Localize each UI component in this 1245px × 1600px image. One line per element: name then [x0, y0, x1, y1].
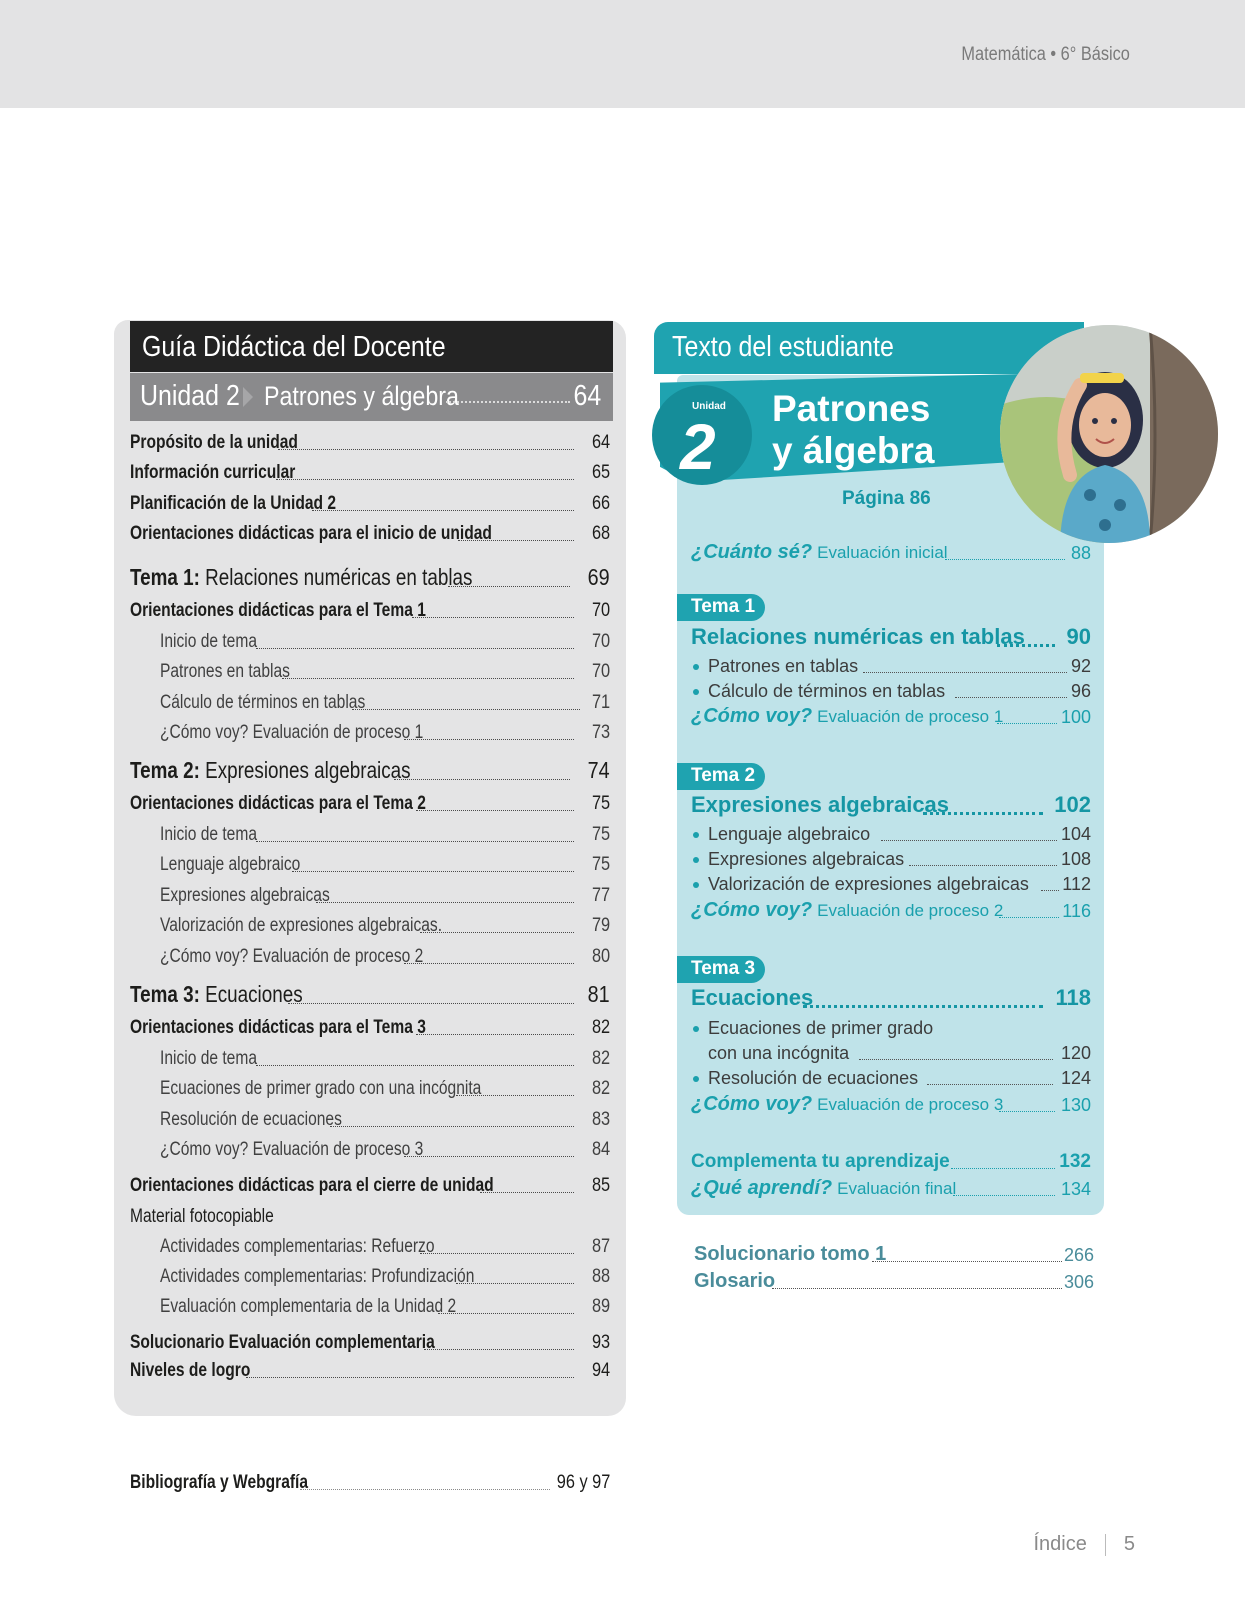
item-label: Valorización de expresiones algebraicas: [708, 874, 1029, 894]
footer-page-number: 5: [1123, 1533, 1135, 1555]
tema-title: Expresiones algebraicas: [691, 792, 950, 817]
toc-entry-page: 74: [587, 757, 610, 783]
page-footer: [1034, 1533, 1136, 1556]
toc-entry-page: 84: [591, 1139, 610, 1160]
tema1-tab[interactable]: [677, 594, 765, 621]
toc-entry-label: Valorización de expresiones algebraicas.: [160, 915, 443, 936]
toc-entry-page: 77: [591, 885, 610, 906]
tema2-evaluation[interactable]: [691, 897, 1091, 925]
toc-entry[interactable]: [130, 596, 610, 626]
toc-subentry[interactable]: [130, 1074, 610, 1104]
item-label: Patrones en tablas: [708, 656, 859, 676]
final-evaluation-entry[interactable]: [691, 1175, 1091, 1203]
tema2-tab[interactable]: [677, 763, 765, 790]
toc-entry-label: Resolución de ecuaciones: [160, 1109, 342, 1130]
student-illustration: [1000, 325, 1218, 543]
eval-label: Evaluación de proceso 2: [817, 901, 1004, 920]
student-title-bar: [654, 322, 1084, 374]
item-label: Ecuaciones de primer grado: [708, 1018, 934, 1038]
footer-divider: [1105, 1534, 1106, 1556]
toc-entry-page: 73: [591, 722, 610, 743]
unit-leader: [446, 401, 570, 403]
toc-entry[interactable]: [130, 458, 610, 488]
eval-question: ¿Qué aprendí?: [691, 1177, 833, 1199]
bullet-icon: [693, 832, 699, 838]
toc-subentry[interactable]: [130, 1135, 610, 1165]
girl-illustration-icon: [1000, 325, 1218, 543]
bullet-icon: [693, 1026, 699, 1032]
tema3-item-line2[interactable]: [691, 1039, 1091, 1067]
toc-subentry[interactable]: [130, 911, 610, 941]
bullet-icon: [693, 1076, 699, 1082]
initial-evaluation-entry[interactable]: [691, 539, 1091, 567]
eval-label: Evaluación de proceso 3: [817, 1095, 1004, 1114]
tema3-item[interactable]: [691, 1064, 1091, 1092]
bullet-icon: [693, 857, 699, 863]
complementa-entry[interactable]: [691, 1148, 1091, 1176]
item-page: 124: [1060, 1068, 1091, 1088]
eval-page: 130: [1060, 1095, 1091, 1115]
bullet-icon: [693, 689, 699, 695]
toc-subentry[interactable]: [130, 1105, 610, 1135]
toc-entry-page: 82: [591, 1078, 610, 1099]
item-label: Expresiones algebraicas: [708, 849, 905, 869]
toc-subentry[interactable]: [130, 850, 610, 880]
unit-badge-label: Unidad: [692, 401, 726, 412]
toc-entry-page: 64: [591, 432, 610, 453]
unit-page-number: 64: [573, 380, 601, 412]
toc-subentry[interactable]: [130, 627, 610, 657]
theme-number: Tema 2:: [130, 757, 200, 783]
toc-entry-page: 75: [591, 824, 610, 845]
tema3-evaluation[interactable]: [691, 1091, 1091, 1119]
glosario-page: 306: [1063, 1272, 1094, 1292]
item-label: Cálculo de términos en tablas: [708, 681, 946, 701]
tema3-item-line1[interactable]: [691, 1014, 1091, 1042]
item-page: 108: [1060, 849, 1091, 869]
toc-entry-label: Actividades complementarias: Refuerzo: [160, 1236, 435, 1257]
item-label: Lenguaje algebraico: [708, 824, 871, 844]
item-page: 96: [1070, 681, 1091, 701]
tema1-item[interactable]: [691, 677, 1091, 705]
unit-arrow-icon: [243, 387, 253, 407]
toc-entry-page: 83: [591, 1109, 610, 1130]
toc-entry-label: Orientaciones didácticas para el Tema 2: [130, 793, 426, 814]
toc-entry[interactable]: [130, 519, 610, 549]
toc-entry-label: Solucionario Evaluación complementaria: [130, 1332, 435, 1353]
tema-page: 118: [1055, 985, 1091, 1010]
toc-entry-page: 68: [591, 523, 610, 544]
item-page: 92: [1070, 656, 1091, 676]
toc-subentry[interactable]: [130, 942, 610, 972]
eval-question: ¿Cuánto sé?: [691, 541, 813, 563]
toc-entry-page: 65: [591, 462, 610, 483]
tema2-item[interactable]: [691, 870, 1091, 898]
toc-entry-page: 70: [591, 661, 610, 682]
toc-entry-page: 89: [591, 1296, 610, 1317]
toc-entry[interactable]: [130, 1356, 610, 1386]
header-bar: [0, 0, 1245, 108]
unit-label: Unidad 2: [140, 380, 240, 412]
toc-entry-label: ¿Cómo voy? Evaluación de proceso 2: [160, 946, 424, 967]
toc-entry-label: Orientaciones didácticas para el cierre de unidad: [130, 1175, 494, 1196]
tema-page: 90: [1066, 624, 1091, 649]
toc-entry-page: 80: [591, 946, 610, 967]
toc-subentry[interactable]: [130, 1292, 610, 1322]
toc-theme-heading[interactable]: [130, 565, 610, 595]
eval-label: Evaluación de proceso 1: [817, 707, 1004, 726]
toc-entry-page: 93: [591, 1332, 610, 1353]
item-label: Resolución de ecuaciones: [708, 1068, 919, 1088]
theme-title: Relaciones numéricas en tablas: [205, 564, 473, 590]
toc-entry-label: Expresiones algebraicas: [160, 885, 330, 906]
toc-entry[interactable]: [130, 1013, 610, 1043]
toc-entry-page: 87: [591, 1236, 610, 1257]
toc-subentry[interactable]: [130, 657, 610, 687]
toc-subentry[interactable]: [130, 688, 610, 718]
bullet-icon: [693, 664, 699, 670]
toc-entry-label: ¿Cómo voy? Evaluación de proceso 3: [160, 1139, 424, 1160]
toc-theme-heading[interactable]: [130, 982, 610, 1012]
toc-subentry[interactable]: [130, 1044, 610, 1074]
toc-entry[interactable]: [130, 489, 610, 519]
unit-title-line1: Patrones: [772, 388, 931, 429]
tema1-tab-label: Tema 1: [691, 596, 756, 617]
tema3-tab[interactable]: [677, 956, 765, 983]
item-page: 120: [1060, 1043, 1091, 1063]
tema-title: Ecuaciones: [691, 985, 814, 1010]
toc-entry-label: Inicio de tema: [160, 1048, 258, 1069]
solucionario-label: Solucionario tomo 1: [694, 1243, 887, 1265]
tema2-item[interactable]: [691, 820, 1091, 848]
toc-entry-page: 85: [591, 1175, 610, 1196]
tema3-heading[interactable]: [691, 986, 1091, 1014]
guide-unit-bar[interactable]: [130, 373, 613, 421]
toc-entry-page: 82: [591, 1048, 610, 1069]
item-page: 112: [1062, 874, 1091, 894]
tema1-item[interactable]: [691, 652, 1091, 680]
toc-entry-page: 75: [591, 793, 610, 814]
bibliography-label: Bibliografía y Webgrafía: [130, 1472, 309, 1493]
unit-badge-number: 2: [680, 411, 716, 483]
toc-entry-page: 81: [587, 981, 610, 1007]
toc-entry[interactable]: [130, 1328, 610, 1358]
toc-entry-label: Orientaciones didácticas para el Tema 1: [130, 600, 426, 621]
toc-entry-label: Material fotocopiable: [130, 1206, 274, 1227]
toc-entry-label: Patrones en tablas: [160, 661, 290, 682]
eval-page: 134: [1060, 1179, 1091, 1199]
footer-section: Índice: [1033, 1533, 1087, 1555]
toc-entry-label: Inicio de tema: [160, 824, 258, 845]
toc-entry-label: ¿Cómo voy? Evaluación de proceso 1: [160, 722, 424, 743]
toc-entry-label: Inicio de tema: [160, 631, 258, 652]
solucionario-entry[interactable]: [694, 1241, 1094, 1269]
eval-label: Evaluación final: [837, 1179, 957, 1198]
tema2-item[interactable]: [691, 845, 1091, 873]
toc-entry-page: 82: [591, 1017, 610, 1038]
tema3-tab-label: Tema 3: [691, 958, 756, 979]
eval-page: 100: [1060, 707, 1091, 727]
toc-entry-label: Orientaciones didácticas para el inicio de unidad: [130, 523, 492, 544]
glosario-entry[interactable]: [694, 1268, 1094, 1296]
toc-subentry[interactable]: [130, 1232, 610, 1262]
bibliography-page: 96 y 97: [556, 1472, 610, 1493]
guide-title: Guía Didáctica del Docente: [142, 331, 446, 363]
toc-entry-page: 69: [587, 564, 610, 590]
bibliography-entry[interactable]: [130, 1468, 610, 1498]
toc-entry[interactable]: [130, 789, 610, 819]
tema2-tab-label: Tema 2: [691, 765, 756, 786]
eval-page: 116: [1062, 901, 1091, 921]
theme-number: Tema 1:: [130, 564, 200, 590]
eval-question: ¿Cómo voy?: [691, 899, 813, 921]
toc-entry-page: 94: [591, 1360, 610, 1381]
glosario-label: Glosario: [694, 1270, 776, 1292]
subject-header: Matemática • 6° Básico: [961, 44, 1130, 65]
complementa-page: 132: [1059, 1151, 1091, 1172]
unit-title-line2: y álgebra: [772, 430, 935, 471]
eval-question: ¿Cómo voy?: [691, 1093, 813, 1115]
eval-label: Evaluación inicial: [817, 543, 948, 562]
student-title: Texto del estudiante: [672, 331, 894, 363]
toc-entry-page: 70: [591, 600, 610, 621]
item-page: 104: [1060, 824, 1091, 844]
tema1-heading[interactable]: [691, 625, 1091, 653]
tema-title: Relaciones numéricas en tablas: [691, 624, 1025, 649]
tema-page: 102: [1054, 792, 1091, 817]
toc-section-label: [130, 1202, 610, 1232]
eval-page: 88: [1070, 543, 1091, 563]
theme-number: Tema 3:: [130, 981, 200, 1007]
complementa-label: Complementa tu aprendizaje: [691, 1151, 950, 1172]
tema1-evaluation[interactable]: [691, 703, 1091, 731]
toc-entry[interactable]: [130, 1171, 610, 1201]
toc-subentry[interactable]: [130, 881, 610, 911]
toc-entry-label: Información curricular: [130, 462, 296, 483]
toc-entry[interactable]: [130, 428, 610, 458]
toc-entry-label: Evaluación complementaria de la Unidad 2: [160, 1296, 457, 1317]
toc-entry-label: Propósito de la unidad: [130, 432, 298, 453]
toc-entry-label: Lenguaje algebraico: [160, 854, 301, 875]
toc-entry-page: 79: [591, 915, 610, 936]
unit-topic: Patrones y álgebra: [264, 381, 459, 411]
toc-entry-page: 71: [591, 692, 610, 713]
bullet-icon: [693, 882, 699, 888]
toc-entry-page: 70: [591, 631, 610, 652]
toc-subentry[interactable]: [130, 1262, 610, 1292]
unit-page-ref[interactable]: Página 86: [842, 488, 931, 509]
toc-entry-page: 88: [591, 1266, 610, 1287]
tema2-heading[interactable]: [691, 793, 1091, 821]
toc-entry-label: Cálculo de términos en tablas: [160, 692, 366, 713]
solucionario-page: 266: [1063, 1245, 1094, 1265]
toc-entry-label: Niveles de logro: [130, 1360, 251, 1381]
guide-title-bar: [130, 321, 613, 372]
theme-title: Ecuaciones: [205, 981, 303, 1007]
toc-entry-label: Orientaciones didácticas para el Tema 3: [130, 1017, 426, 1038]
eval-question: ¿Cómo voy?: [691, 705, 813, 727]
toc-entry-page: 66: [591, 493, 610, 514]
toc-entry-label: Planificación de la Unidad 2: [130, 493, 337, 514]
item-label: con una incógnita: [708, 1043, 850, 1063]
toc-entry-label: Ecuaciones de primer grado con una incógnita: [160, 1078, 482, 1099]
toc-subentry[interactable]: [130, 820, 610, 850]
toc-theme-heading[interactable]: [130, 758, 610, 788]
toc-entry-page: 75: [591, 854, 610, 875]
theme-title: Expresiones algebraicas: [205, 757, 411, 783]
toc-entry-label: Actividades complementarias: Profundización: [160, 1266, 475, 1287]
toc-subentry[interactable]: [130, 718, 610, 748]
